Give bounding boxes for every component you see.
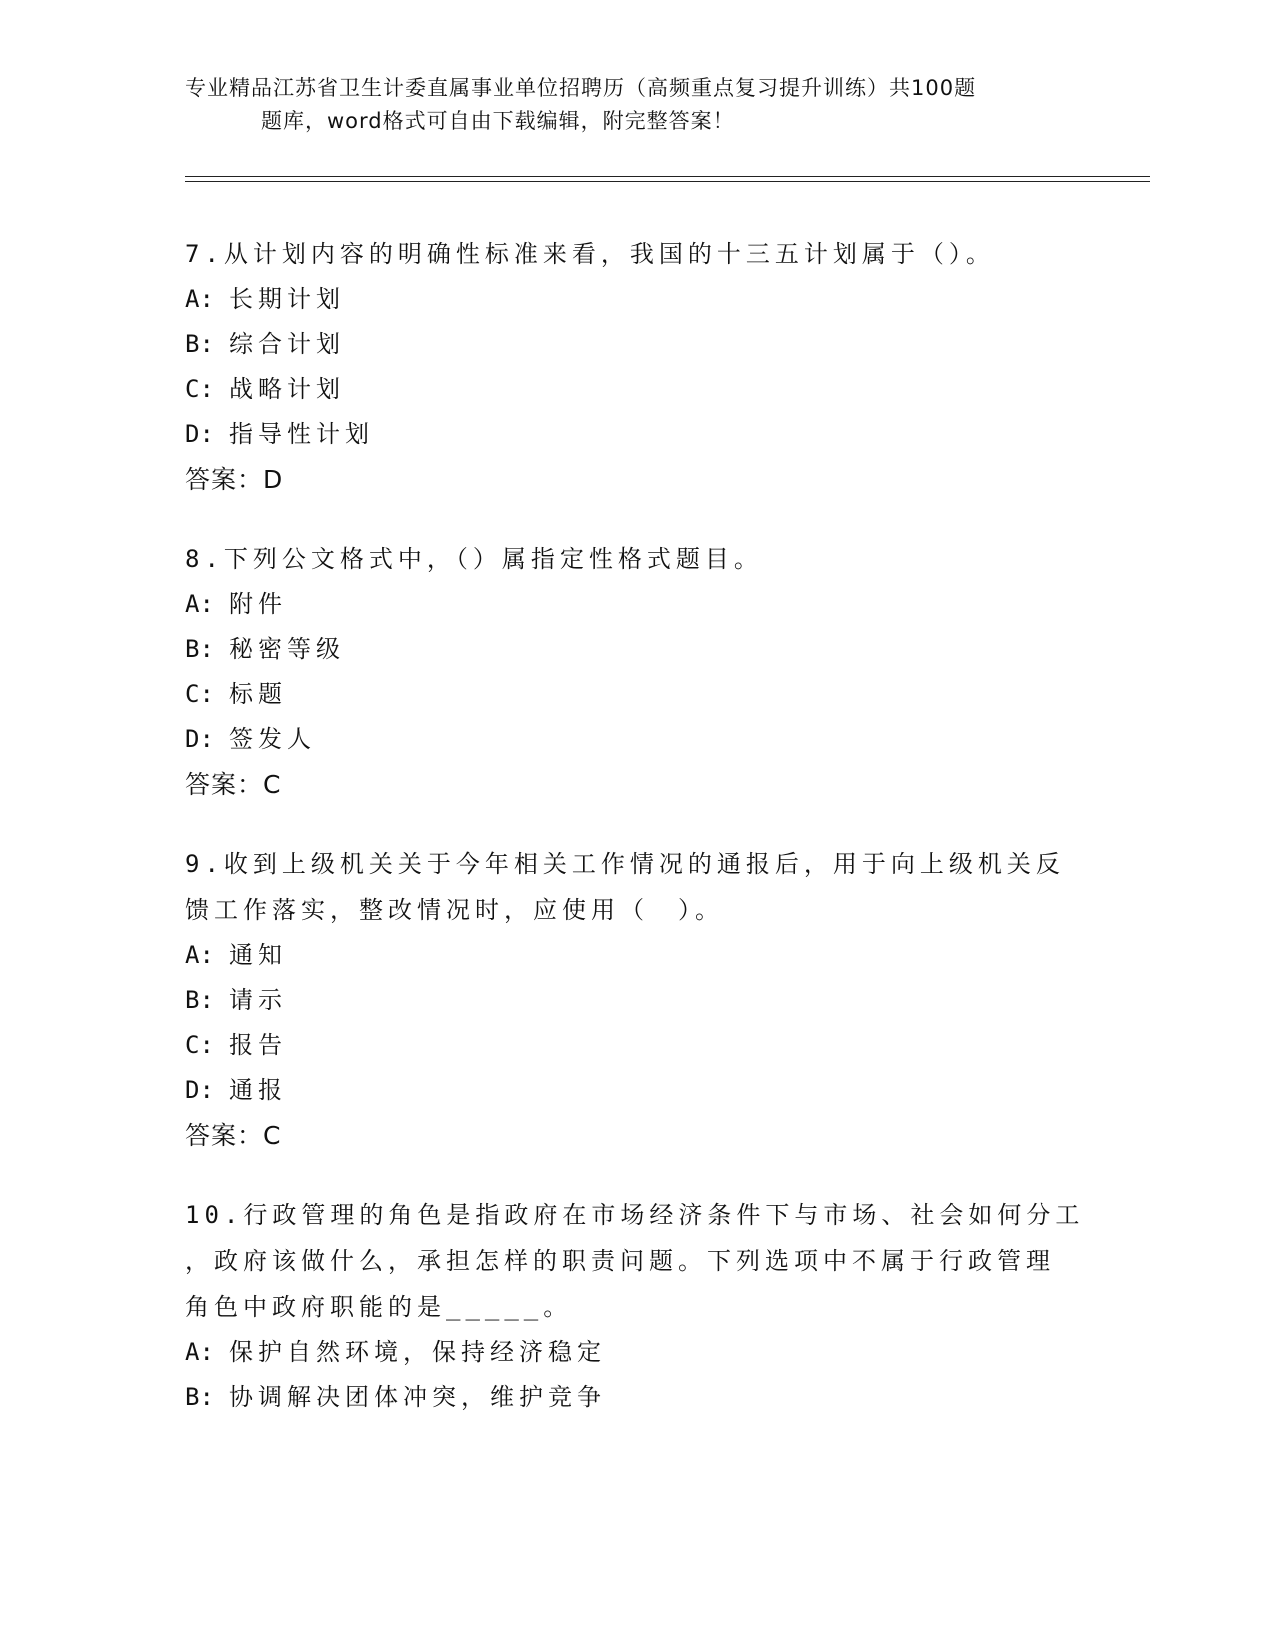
option-key: C: [185, 375, 214, 403]
option-text: 通知 [229, 941, 287, 969]
question-text: 7.从计划内容的明确性标准来看，我国的十三五计划属于（）。 [185, 240, 995, 268]
option-text: 秘密等级 [229, 635, 345, 663]
option-key: B: [185, 1383, 214, 1411]
option-key: A: [185, 590, 214, 618]
option-d [185, 717, 1085, 762]
option-a [185, 1330, 1085, 1375]
header-line-1: 专业精品江苏省卫生计委直属事业单位招聘历（高频重点复习提升训练）共100题 [185, 76, 977, 100]
option-b [185, 978, 1085, 1023]
question-text: 馈工作落实，整改情况时，应使用（ ）。 [185, 896, 724, 924]
option-text: 保护自然环境，保持经济稳定 [229, 1338, 606, 1366]
option-key: A: [185, 285, 214, 313]
option-key: D: [185, 420, 214, 448]
option-key: B: [185, 635, 214, 663]
option-text: 综合计划 [229, 330, 345, 358]
option-text: 签发人 [229, 725, 316, 753]
option-text: 通报 [229, 1076, 287, 1104]
option-b [185, 627, 1085, 672]
header-divider-bottom [185, 181, 1150, 182]
option-key: D: [185, 1076, 214, 1104]
question-text: ，政府该做什么，承担怎样的职责问题。下列选项中不属于行政管理 [185, 1247, 1055, 1275]
option-key: C: [185, 1031, 214, 1059]
option-c [185, 367, 1085, 412]
question-text: 8.下列公文格式中，（）属指定性格式题目。 [185, 545, 763, 573]
option-b [185, 1375, 1085, 1420]
option-d [185, 1068, 1085, 1113]
question-8 [185, 536, 1085, 808]
option-key: B: [185, 986, 214, 1014]
question-list [185, 231, 1085, 1453]
option-key: A: [185, 941, 214, 969]
option-key: B: [185, 330, 214, 358]
option-text: 长期计划 [229, 285, 345, 313]
question-9 [185, 841, 1085, 1159]
option-text: 指导性计划 [229, 420, 374, 448]
answer-line: 答案：D [185, 465, 284, 494]
question-text: 10.行政管理的角色是指政府在市场经济条件下与市场、社会如何分工 [185, 1201, 1085, 1229]
option-text: 战略计划 [229, 375, 345, 403]
document-header [185, 72, 1105, 138]
option-key: C: [185, 680, 214, 708]
option-d [185, 412, 1085, 457]
answer-line: 答案：C [185, 770, 282, 799]
question-7 [185, 231, 1085, 503]
option-text: 附件 [229, 590, 287, 618]
option-a [185, 933, 1085, 978]
option-key: D: [185, 725, 214, 753]
question-10 [185, 1192, 1085, 1420]
option-a [185, 277, 1085, 322]
option-a [185, 582, 1085, 627]
header-divider-top [185, 176, 1150, 177]
option-text: 请示 [229, 986, 287, 1014]
option-c [185, 1023, 1085, 1068]
option-key: A: [185, 1338, 214, 1366]
option-text: 标题 [229, 680, 287, 708]
header-line-2: 题库，word格式可自由下载编辑，附完整答案！ [261, 109, 735, 133]
question-text: 9.收到上级机关关于今年相关工作情况的通报后，用于向上级机关反 [185, 850, 1065, 878]
option-text: 协调解决团体冲突，维护竞争 [229, 1383, 606, 1411]
question-text: 角色中政府职能的是_____。 [185, 1293, 573, 1321]
answer-line: 答案：C [185, 1121, 282, 1150]
option-c [185, 672, 1085, 717]
option-b [185, 322, 1085, 367]
option-text: 报告 [229, 1031, 287, 1059]
